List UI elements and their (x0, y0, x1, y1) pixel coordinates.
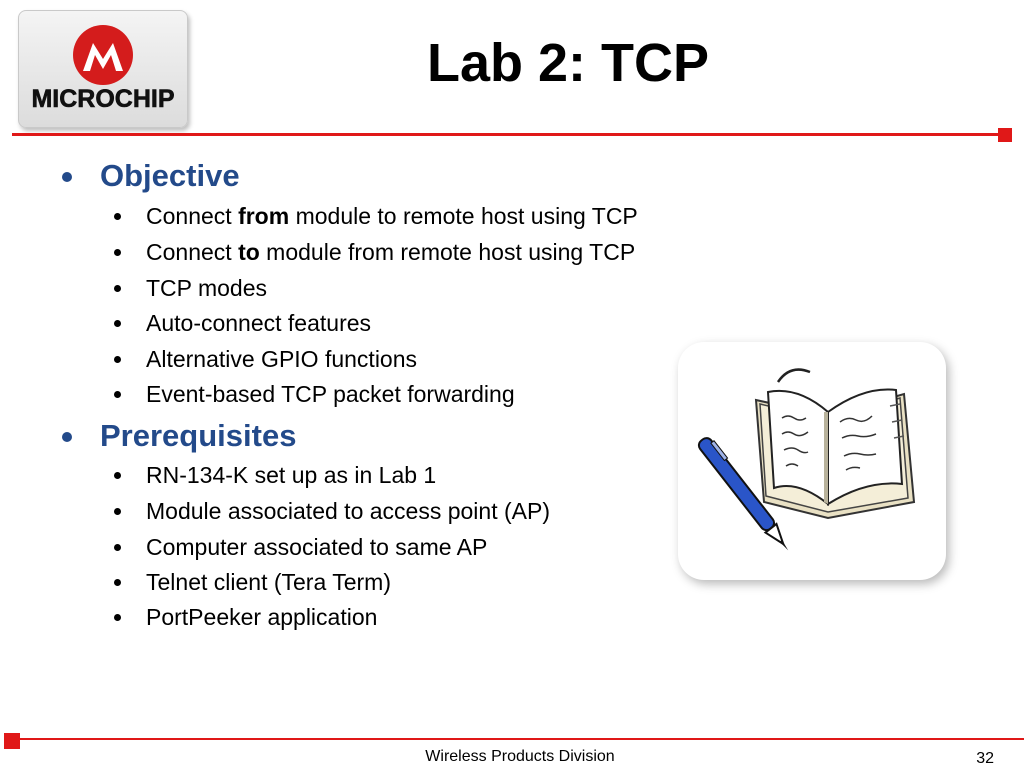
pen-icon (678, 342, 946, 580)
header-divider-square (998, 128, 1012, 142)
microchip-logo (18, 10, 188, 128)
bullet-icon (114, 472, 121, 479)
bullet-icon (62, 172, 72, 182)
bullet-icon (62, 432, 72, 442)
bullet-icon (114, 391, 121, 398)
header-divider (12, 133, 998, 136)
page-number: 32 (976, 750, 994, 767)
logo-wordmark: MICROCHIP (31, 85, 175, 113)
bullet-icon (114, 508, 121, 515)
footer-division: Wireless Products Division (425, 748, 615, 765)
footer-divider (20, 738, 1024, 740)
page-title: Lab 2: TCP (426, 33, 710, 93)
bullet-icon (114, 579, 121, 586)
microchip-logo-icon (71, 23, 135, 87)
bullet-icon (114, 249, 121, 256)
notebook-illustration (678, 342, 946, 580)
footer-divider-square (4, 733, 20, 749)
bullet-icon (114, 320, 121, 327)
bullet-icon (114, 285, 121, 292)
bullet-icon (114, 356, 121, 363)
bullet-icon (114, 213, 121, 220)
bullet-icon (114, 614, 121, 621)
bullet-icon (114, 544, 121, 551)
